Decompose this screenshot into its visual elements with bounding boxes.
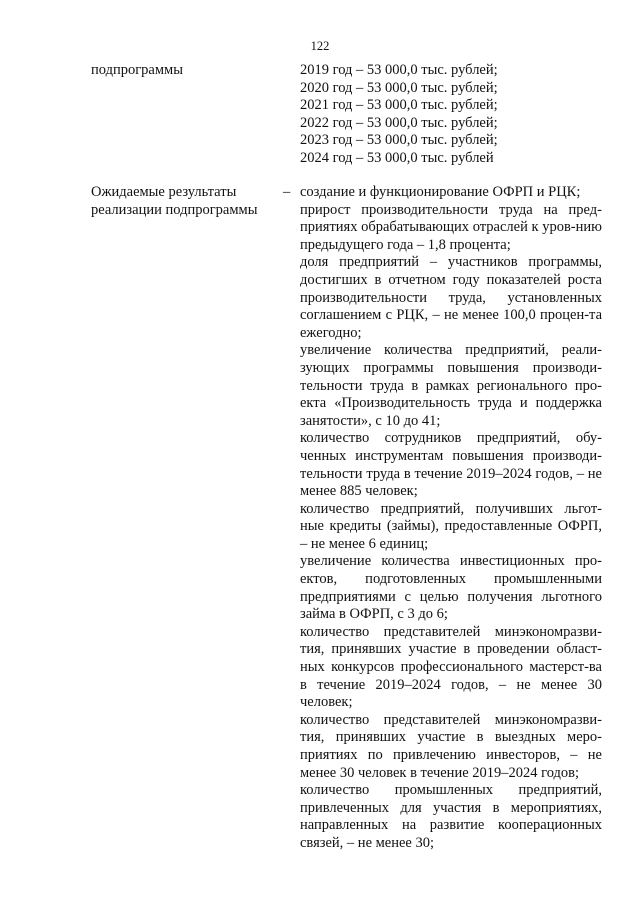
funding-label-line: подпрограммы <box>91 62 183 78</box>
funding-line-2020: 2020 год – 53 000,0 тыс. рублей; <box>300 79 498 96</box>
result-item: увеличение количества инвестиционных про-ектов, подготовленных промышленными предприятиями с целью получения льготного займа в ОФРП, с 3 до 6; <box>300 553 602 623</box>
result-item: количество предприятий, получивших льгот-ные кредиты (займы), предоставленные ОФРП, – не менее 6 единиц; <box>300 500 602 552</box>
funding-label <box>91 62 281 80</box>
result-item: создание и функционирование ОФРП и РЦК; <box>300 184 581 200</box>
results-dash: – <box>283 184 291 200</box>
results-label-line: Ожидаемые результаты <box>91 184 237 200</box>
page-number: 122 <box>310 39 330 53</box>
funding-line-2021: 2021 год – 53 000,0 тыс. рублей; <box>300 97 498 114</box>
result-item: прирост производительности труда на пред-приятиях обрабатывающих отраслей к уров-нию предыдущего года – 1,8 процента; <box>300 201 602 253</box>
results-label <box>91 184 281 219</box>
result-item: увеличение количества предприятий, реали-зующих программы повышения производи-тельности труда в рамках регионального про-екта «Производительность труда и поддержка занятости», с 10 до 41; <box>300 342 602 429</box>
results-list <box>300 184 602 853</box>
funding-line-2019: 2019 год – 53 000,0 тыс. рублей; <box>300 62 498 78</box>
results-label-line: реализации подпрограммы <box>91 201 258 218</box>
funding-values <box>300 62 602 168</box>
result-item: количество сотрудников предприятий, обу-ченных инструментам повышения производи-тельности труда в течение 2019–2024 годов, – не менее 885 человек; <box>300 430 602 500</box>
funding-line-2023: 2023 год – 53 000,0 тыс. рублей; <box>300 132 498 149</box>
funding-line-2022: 2022 год – 53 000,0 тыс. рублей; <box>300 114 498 131</box>
result-item: доля предприятий – участников программы, достигших в отчетном году показателей роста производительности труда, установленных соглашением с РЦК, – не менее 100,0 процен-та ежегодно; <box>300 254 602 341</box>
result-item: количество представителей минэкономразви-тия, принявших участие в выездных меро-приятиях по привлечению инвесторов, – не менее 30 человек в течение 2019–2024 годов; <box>300 711 602 781</box>
result-item: количество промышленных предприятий, привлеченных для участия в мероприятиях, направленных на развитие кооперационных связей, – не менее 30; <box>300 782 602 851</box>
funding-line-2024: 2024 год – 53 000,0 тыс. рублей <box>300 149 494 166</box>
result-item: количество представителей минэкономразви-тия, принявших участие в проведении област-ных конкурсов профессионального мастерст-ва в течение 2019–2024 годов, – не менее 30 человек; <box>300 623 602 711</box>
